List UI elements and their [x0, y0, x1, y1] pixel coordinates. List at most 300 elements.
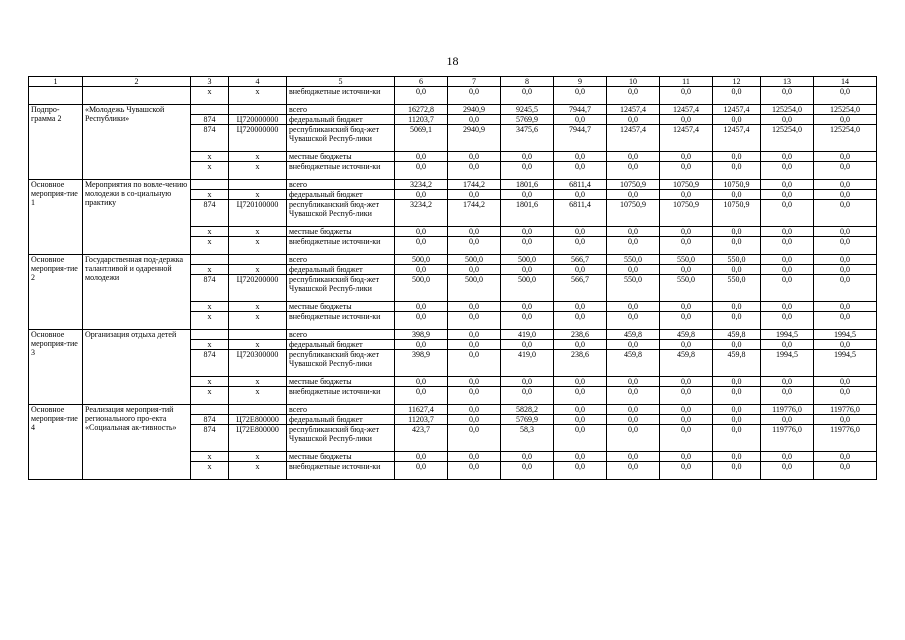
value-cell: 0,0	[713, 387, 761, 405]
value-cell: 0,0	[660, 377, 713, 387]
grbs-cell	[191, 180, 229, 190]
csr-cell: x	[229, 340, 287, 350]
grbs-cell	[191, 105, 229, 115]
name-cell: Государственная под-держка талантливой и одаренной молодежи	[83, 255, 191, 330]
funding-source-cell: местные бюджеты	[287, 452, 395, 462]
value-cell: 550,0	[660, 255, 713, 265]
value-cell: 500,0	[448, 255, 501, 265]
value-cell: 1801,6	[501, 180, 554, 190]
value-cell: 459,8	[660, 330, 713, 340]
value-cell: 0,0	[761, 200, 814, 227]
value-cell: 125254,0	[761, 105, 814, 115]
value-cell: 566,7	[554, 275, 607, 302]
header-cell: 14	[814, 77, 877, 87]
csr-cell	[229, 180, 287, 190]
value-cell: 0,0	[814, 115, 877, 125]
value-cell: 12457,4	[713, 125, 761, 152]
value-cell: 550,0	[607, 275, 660, 302]
value-cell: 16272,8	[395, 105, 448, 115]
value-cell: 0,0	[814, 462, 877, 480]
value-cell: 0,0	[660, 302, 713, 312]
value-cell: 459,8	[713, 350, 761, 377]
value-cell: 0,0	[554, 312, 607, 330]
value-cell: 0,0	[501, 162, 554, 180]
value-cell: 0,0	[607, 462, 660, 480]
value-cell: 5069,1	[395, 125, 448, 152]
value-cell: 0,0	[554, 377, 607, 387]
value-cell: 0,0	[554, 415, 607, 425]
value-cell: 10750,9	[660, 180, 713, 190]
value-cell: 0,0	[713, 340, 761, 350]
value-cell: 0,0	[814, 340, 877, 350]
value-cell: 0,0	[501, 377, 554, 387]
value-cell: 550,0	[713, 275, 761, 302]
funding-source-cell: всего	[287, 105, 395, 115]
value-cell: 0,0	[448, 425, 501, 452]
value-cell: 0,0	[448, 190, 501, 200]
csr-cell: x	[229, 312, 287, 330]
value-cell: 0,0	[761, 265, 814, 275]
header-cell: 10	[607, 77, 660, 87]
value-cell: 119776,0	[814, 405, 877, 415]
value-cell: 11203,7	[395, 415, 448, 425]
table-body	[29, 87, 877, 480]
grbs-cell	[191, 405, 229, 415]
funding-source-cell: федеральный бюджет	[287, 190, 395, 200]
value-cell: 0,0	[395, 265, 448, 275]
status-cell: Основное мероприя-тие 2	[29, 255, 83, 330]
value-cell: 10750,9	[713, 180, 761, 190]
value-cell: 0,0	[554, 302, 607, 312]
funding-source-cell: местные бюджеты	[287, 302, 395, 312]
value-cell: 0,0	[660, 152, 713, 162]
grbs-cell: x	[191, 387, 229, 405]
funding-source-cell: всего	[287, 330, 395, 340]
value-cell: 0,0	[660, 405, 713, 415]
value-cell: 0,0	[448, 152, 501, 162]
value-cell: 0,0	[448, 330, 501, 340]
csr-cell	[229, 330, 287, 340]
table-header	[29, 77, 877, 87]
value-cell: 550,0	[660, 275, 713, 302]
funding-source-cell: внебюджетные источни-ки	[287, 387, 395, 405]
value-cell: 423,7	[395, 425, 448, 452]
grbs-cell: x	[191, 302, 229, 312]
funding-source-cell: местные бюджеты	[287, 152, 395, 162]
funding-source-cell: местные бюджеты	[287, 227, 395, 237]
name-cell: Реализация мероприя-тий регионального про-екта «Социальная ак-тивность»	[83, 405, 191, 480]
value-cell: 0,0	[660, 237, 713, 255]
value-cell: 0,0	[660, 162, 713, 180]
value-cell: 419,0	[501, 350, 554, 377]
value-cell: 459,8	[607, 330, 660, 340]
value-cell: 10750,9	[607, 200, 660, 227]
value-cell: 0,0	[448, 87, 501, 105]
grbs-cell: 874	[191, 415, 229, 425]
table-row	[29, 87, 877, 105]
value-cell: 6811,4	[554, 180, 607, 190]
grbs-cell: 874	[191, 200, 229, 227]
funding-source-cell: внебюджетные источни-ки	[287, 237, 395, 255]
header-cell: 5	[287, 77, 395, 87]
value-cell: 0,0	[761, 115, 814, 125]
value-cell: 0,0	[761, 227, 814, 237]
csr-cell: Ц720200000	[229, 275, 287, 302]
grbs-cell: x	[191, 452, 229, 462]
csr-cell: Ц720000000	[229, 125, 287, 152]
funding-source-cell: федеральный бюджет	[287, 265, 395, 275]
funding-source-cell: местные бюджеты	[287, 377, 395, 387]
csr-cell: x	[229, 462, 287, 480]
value-cell: 0,0	[761, 237, 814, 255]
header-cell: 1	[29, 77, 83, 87]
value-cell: 0,0	[660, 452, 713, 462]
grbs-cell: x	[191, 162, 229, 180]
value-cell: 0,0	[395, 387, 448, 405]
value-cell: 0,0	[814, 387, 877, 405]
value-cell: 125254,0	[761, 125, 814, 152]
value-cell: 12457,4	[660, 125, 713, 152]
value-cell: 119776,0	[814, 425, 877, 452]
value-cell: 11203,7	[395, 115, 448, 125]
value-cell: 0,0	[607, 190, 660, 200]
value-cell: 0,0	[554, 237, 607, 255]
value-cell: 0,0	[554, 452, 607, 462]
value-cell: 0,0	[501, 387, 554, 405]
table-row	[29, 255, 877, 265]
value-cell: 0,0	[814, 200, 877, 227]
value-cell: 0,0	[554, 462, 607, 480]
value-cell: 0,0	[448, 115, 501, 125]
funding-source-cell: федеральный бюджет	[287, 415, 395, 425]
value-cell: 6811,4	[554, 200, 607, 227]
csr-cell: x	[229, 190, 287, 200]
value-cell: 0,0	[761, 462, 814, 480]
value-cell: 500,0	[448, 275, 501, 302]
header-cell: 13	[761, 77, 814, 87]
grbs-cell: 874	[191, 425, 229, 452]
value-cell: 0,0	[814, 415, 877, 425]
value-cell: 0,0	[448, 302, 501, 312]
value-cell: 0,0	[814, 190, 877, 200]
value-cell: 0,0	[814, 275, 877, 302]
value-cell: 1994,5	[761, 350, 814, 377]
value-cell: 459,8	[607, 350, 660, 377]
name-cell: «Молодежь Чувашской Республики»	[83, 105, 191, 180]
value-cell: 398,9	[395, 330, 448, 340]
value-cell: 0,0	[501, 452, 554, 462]
value-cell: 0,0	[660, 415, 713, 425]
value-cell: 0,0	[713, 302, 761, 312]
value-cell: 0,0	[448, 377, 501, 387]
value-cell: 11627,4	[395, 405, 448, 415]
value-cell: 0,0	[607, 265, 660, 275]
grbs-cell: x	[191, 265, 229, 275]
header-cell: 6	[395, 77, 448, 87]
value-cell: 0,0	[713, 415, 761, 425]
csr-cell: x	[229, 377, 287, 387]
value-cell: 0,0	[501, 312, 554, 330]
value-cell: 0,0	[713, 405, 761, 415]
value-cell: 0,0	[554, 425, 607, 452]
page-number: 18	[446, 54, 459, 68]
header-cell: 4	[229, 77, 287, 87]
value-cell: 0,0	[713, 190, 761, 200]
funding-source-cell: республиканский бюд-жет Чувашской Респуб-лики	[287, 125, 395, 152]
funding-source-cell: федеральный бюджет	[287, 340, 395, 350]
value-cell: 10750,9	[660, 200, 713, 227]
name-cell: Организация отдыха детей	[83, 330, 191, 405]
value-cell: 10750,9	[713, 200, 761, 227]
table-row	[29, 105, 877, 115]
value-cell: 0,0	[660, 190, 713, 200]
grbs-cell: x	[191, 227, 229, 237]
funding-source-cell: всего	[287, 405, 395, 415]
grbs-cell: x	[191, 312, 229, 330]
value-cell: 0,0	[814, 162, 877, 180]
value-cell: 0,0	[814, 237, 877, 255]
csr-cell: x	[229, 237, 287, 255]
value-cell: 0,0	[607, 162, 660, 180]
value-cell: 0,0	[814, 377, 877, 387]
grbs-cell	[191, 255, 229, 265]
value-cell: 0,0	[761, 190, 814, 200]
value-cell: 0,0	[448, 405, 501, 415]
value-cell: 0,0	[814, 312, 877, 330]
csr-cell: x	[229, 452, 287, 462]
value-cell: 238,6	[554, 330, 607, 340]
value-cell: 0,0	[660, 340, 713, 350]
value-cell: 0,0	[814, 180, 877, 190]
value-cell: 125254,0	[814, 125, 877, 152]
value-cell: 0,0	[607, 115, 660, 125]
value-cell: 0,0	[814, 452, 877, 462]
value-cell: 0,0	[761, 162, 814, 180]
csr-cell: Ц720300000	[229, 350, 287, 377]
value-cell: 0,0	[395, 152, 448, 162]
value-cell: 550,0	[607, 255, 660, 265]
value-cell: 0,0	[660, 312, 713, 330]
value-cell: 500,0	[395, 255, 448, 265]
value-cell: 0,0	[395, 87, 448, 105]
value-cell: 238,6	[554, 350, 607, 377]
funding-source-cell: внебюджетные источни-ки	[287, 87, 395, 105]
value-cell: 459,8	[660, 350, 713, 377]
value-cell: 0,0	[501, 152, 554, 162]
value-cell: 0,0	[395, 312, 448, 330]
value-cell: 0,0	[713, 377, 761, 387]
header-cell: 11	[660, 77, 713, 87]
funding-source-cell: внебюджетные источни-ки	[287, 162, 395, 180]
name-cell: Мероприятия по вовле-чению молодежи в со-циальную практику	[83, 180, 191, 255]
value-cell: 0,0	[814, 265, 877, 275]
grbs-cell: x	[191, 87, 229, 105]
value-cell: 119776,0	[761, 425, 814, 452]
value-cell: 0,0	[660, 87, 713, 105]
value-cell: 3475,6	[501, 125, 554, 152]
value-cell: 0,0	[448, 340, 501, 350]
value-cell: 0,0	[554, 387, 607, 405]
value-cell: 500,0	[395, 275, 448, 302]
value-cell: 0,0	[554, 405, 607, 415]
header-cell: 3	[191, 77, 229, 87]
value-cell: 0,0	[607, 227, 660, 237]
value-cell: 0,0	[713, 265, 761, 275]
header-cell: 9	[554, 77, 607, 87]
value-cell: 0,0	[448, 350, 501, 377]
value-cell: 459,8	[713, 330, 761, 340]
value-cell: 12457,4	[607, 125, 660, 152]
value-cell: 0,0	[501, 265, 554, 275]
value-cell: 0,0	[660, 227, 713, 237]
value-cell: 0,0	[814, 87, 877, 105]
value-cell: 419,0	[501, 330, 554, 340]
status-cell	[29, 87, 83, 105]
csr-cell	[229, 255, 287, 265]
value-cell: 0,0	[761, 312, 814, 330]
value-cell: 0,0	[761, 255, 814, 265]
value-cell: 0,0	[607, 312, 660, 330]
value-cell: 0,0	[761, 302, 814, 312]
grbs-cell: 874	[191, 350, 229, 377]
value-cell: 1994,5	[814, 330, 877, 340]
header-cell: 2	[83, 77, 191, 87]
csr-cell	[229, 105, 287, 115]
value-cell: 0,0	[448, 162, 501, 180]
funding-source-cell: республиканский бюд-жет Чувашской Респуб-лики	[287, 275, 395, 302]
value-cell: 1744,2	[448, 180, 501, 190]
value-cell: 0,0	[607, 452, 660, 462]
grbs-cell: 874	[191, 275, 229, 302]
grbs-cell: x	[191, 462, 229, 480]
value-cell: 0,0	[713, 425, 761, 452]
value-cell: 0,0	[607, 425, 660, 452]
value-cell: 0,0	[395, 227, 448, 237]
value-cell: 0,0	[501, 340, 554, 350]
grbs-cell	[191, 330, 229, 340]
value-cell: 0,0	[607, 340, 660, 350]
value-cell: 0,0	[448, 312, 501, 330]
value-cell: 0,0	[761, 152, 814, 162]
value-cell: 566,7	[554, 255, 607, 265]
value-cell: 0,0	[501, 462, 554, 480]
status-cell: Основное мероприя-тие 4	[29, 405, 83, 480]
table-row	[29, 330, 877, 340]
value-cell: 0,0	[501, 302, 554, 312]
grbs-cell: 874	[191, 125, 229, 152]
value-cell: 0,0	[713, 162, 761, 180]
value-cell: 0,0	[395, 190, 448, 200]
value-cell: 0,0	[761, 452, 814, 462]
value-cell: 10750,9	[607, 180, 660, 190]
value-cell: 0,0	[814, 152, 877, 162]
value-cell: 0,0	[607, 415, 660, 425]
value-cell: 9245,5	[501, 105, 554, 115]
value-cell: 12457,4	[660, 105, 713, 115]
value-cell: 0,0	[554, 87, 607, 105]
value-cell: 0,0	[448, 237, 501, 255]
value-cell: 0,0	[395, 377, 448, 387]
value-cell: 0,0	[660, 425, 713, 452]
header-cell: 8	[501, 77, 554, 87]
value-cell: 0,0	[448, 387, 501, 405]
value-cell: 3234,2	[395, 180, 448, 190]
value-cell: 1744,2	[448, 200, 501, 227]
value-cell: 0,0	[501, 190, 554, 200]
funding-source-cell: всего	[287, 180, 395, 190]
value-cell: 0,0	[554, 190, 607, 200]
grbs-cell: x	[191, 237, 229, 255]
grbs-cell: x	[191, 340, 229, 350]
csr-cell: Ц72Е800000	[229, 425, 287, 452]
status-cell: Подпро-грамма 2	[29, 105, 83, 180]
funding-source-cell: внебюджетные источни-ки	[287, 462, 395, 480]
value-cell: 0,0	[607, 87, 660, 105]
value-cell: 2940,9	[448, 125, 501, 152]
csr-cell: x	[229, 87, 287, 105]
csr-cell: x	[229, 162, 287, 180]
funding-source-cell: республиканский бюд-жет Чувашской Респуб-лики	[287, 200, 395, 227]
value-cell: 7944,7	[554, 105, 607, 115]
grbs-cell: 874	[191, 115, 229, 125]
value-cell: 12457,4	[713, 105, 761, 115]
value-cell: 3234,2	[395, 200, 448, 227]
csr-cell	[229, 405, 287, 415]
value-cell: 0,0	[761, 87, 814, 105]
value-cell: 0,0	[713, 227, 761, 237]
value-cell: 0,0	[660, 462, 713, 480]
grbs-cell: x	[191, 190, 229, 200]
value-cell: 0,0	[713, 462, 761, 480]
value-cell: 0,0	[607, 237, 660, 255]
value-cell: 0,0	[554, 227, 607, 237]
value-cell: 0,0	[448, 462, 501, 480]
value-cell: 2940,9	[448, 105, 501, 115]
status-cell: Основное мероприя-тие 1	[29, 180, 83, 255]
value-cell: 0,0	[501, 227, 554, 237]
funding-source-cell: республиканский бюд-жет Чувашской Респуб-лики	[287, 350, 395, 377]
value-cell: 0,0	[395, 452, 448, 462]
table-row	[29, 405, 877, 415]
value-cell: 7944,7	[554, 125, 607, 152]
value-cell: 12457,4	[607, 105, 660, 115]
value-cell: 0,0	[607, 405, 660, 415]
csr-cell: Ц720100000	[229, 200, 287, 227]
value-cell: 0,0	[607, 387, 660, 405]
csr-cell: x	[229, 265, 287, 275]
value-cell: 0,0	[554, 115, 607, 125]
value-cell: 398,9	[395, 350, 448, 377]
value-cell: 119776,0	[761, 405, 814, 415]
value-cell: 0,0	[448, 265, 501, 275]
value-cell: 0,0	[814, 255, 877, 265]
value-cell: 500,0	[501, 255, 554, 265]
value-cell: 0,0	[713, 237, 761, 255]
value-cell: 0,0	[395, 340, 448, 350]
value-cell: 0,0	[448, 227, 501, 237]
header-cell: 7	[448, 77, 501, 87]
value-cell: 58,3	[501, 425, 554, 452]
value-cell: 0,0	[660, 265, 713, 275]
funding-source-cell: всего	[287, 255, 395, 265]
budget-table	[28, 76, 877, 480]
value-cell: 0,0	[761, 377, 814, 387]
value-cell: 1994,5	[814, 350, 877, 377]
csr-cell: x	[229, 387, 287, 405]
csr-cell: x	[229, 152, 287, 162]
csr-cell: Ц72Е800000	[229, 415, 287, 425]
funding-source-cell: республиканский бюд-жет Чувашской Респуб-лики	[287, 425, 395, 452]
